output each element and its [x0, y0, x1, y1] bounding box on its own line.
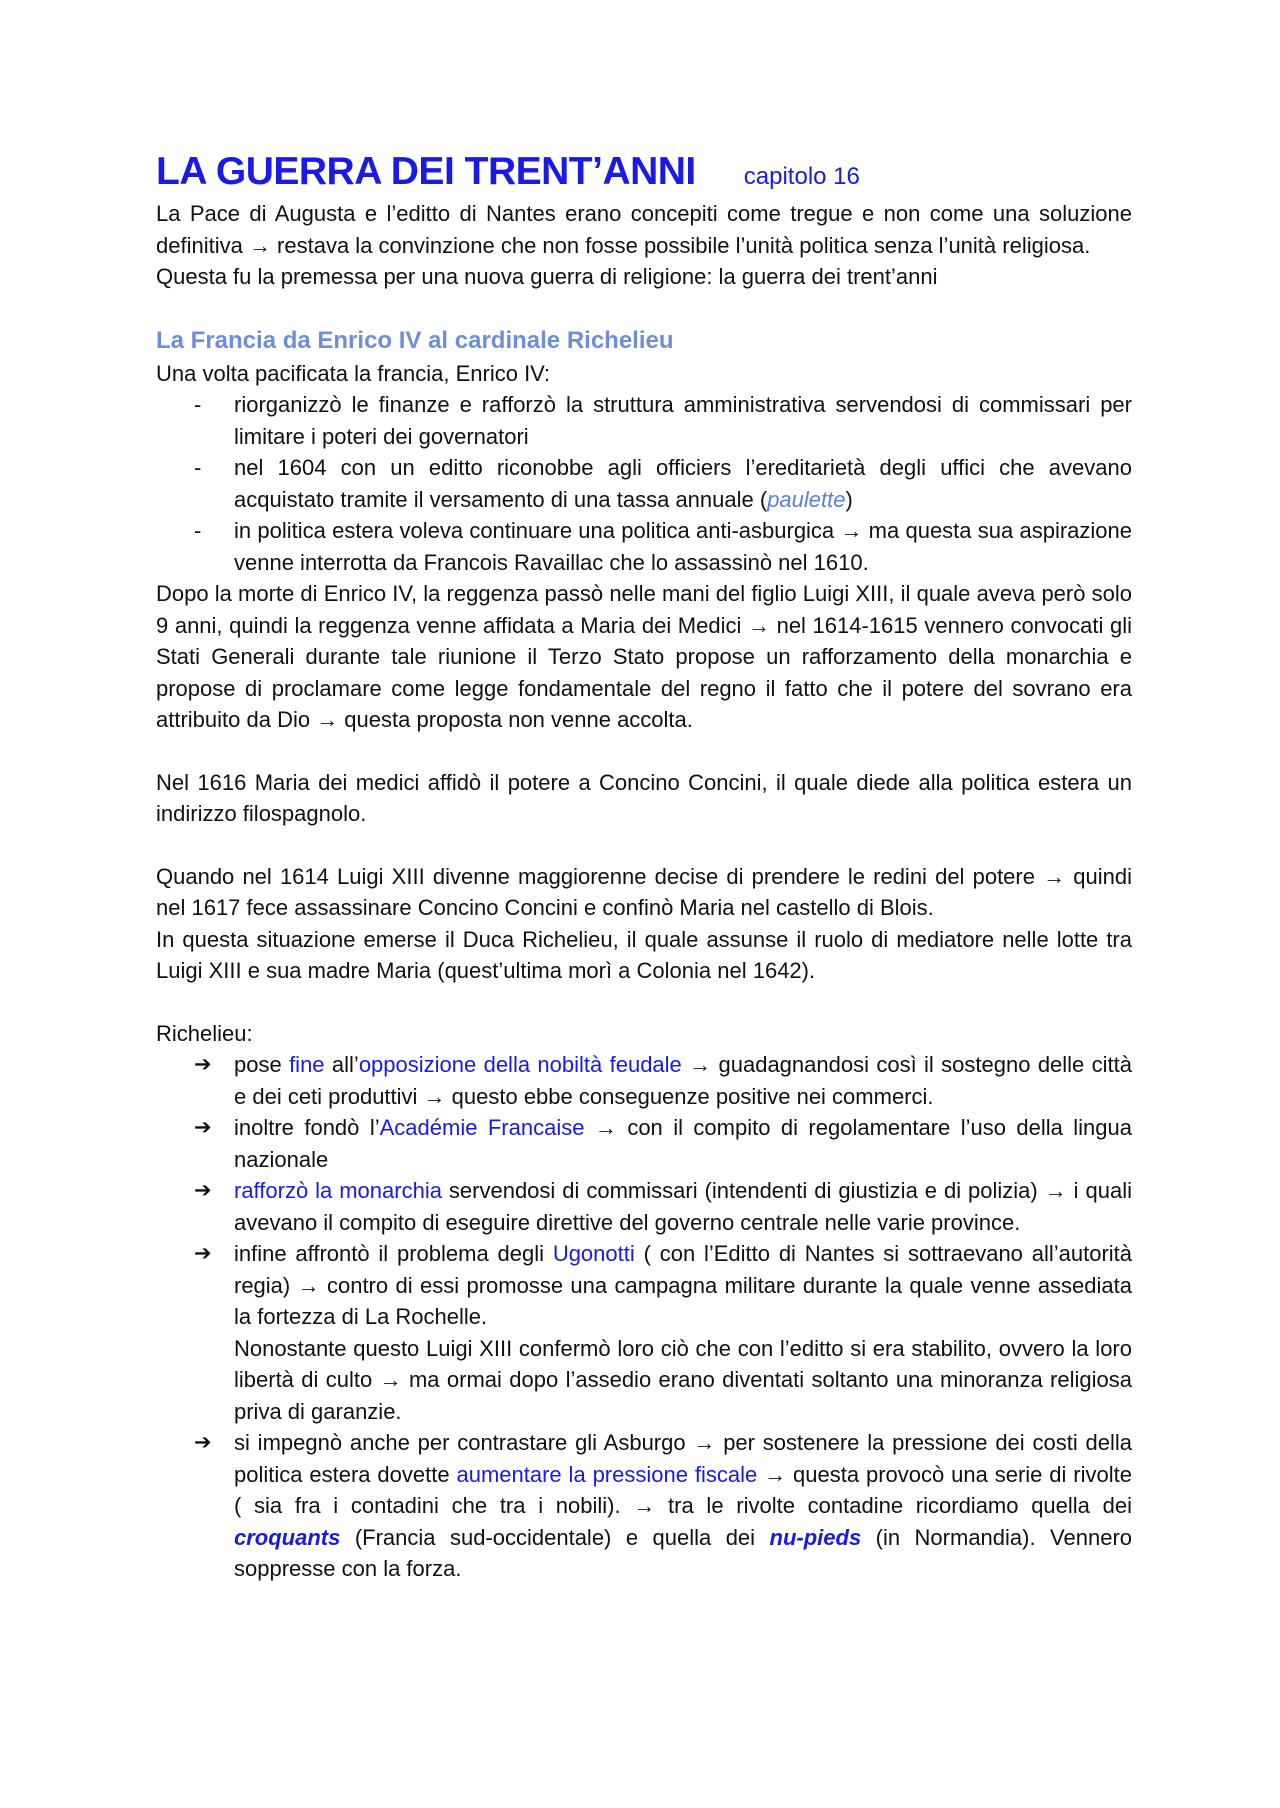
dash-marker: -: [194, 518, 202, 543]
list-item: [156, 1049, 1132, 1112]
intro-paragraph-2: Questa fu la premessa per una nuova guerra di religione: la guerra dei trent’anni: [156, 264, 938, 289]
arrow-bullet-icon: ➔: [194, 1116, 212, 1139]
arrow-bullet-icon: ➔: [194, 1431, 212, 1454]
paulette-term: paulette: [767, 486, 846, 512]
highlight-term: rafforzò la monarchia: [234, 1178, 442, 1203]
list-item-text: in politica estera voleva continuare una politica anti-asburgica → ma questa sua aspirazione venne interrotta da Francois Ravaillac che lo assassinò nel 1610.: [234, 518, 1132, 575]
list-item: [156, 515, 1132, 578]
list-item: [156, 1238, 1132, 1427]
richelieu-label: Richelieu:: [156, 1020, 253, 1046]
list-item: [156, 1427, 1132, 1585]
list-item-text: riorganizzò le finanze e rafforzò la struttura amministrativa servendosi di commissari per limitare i poteri dei governatori: [234, 392, 1132, 449]
text-run: pose: [234, 1052, 290, 1077]
arrow-bullet-icon: ➔: [194, 1179, 212, 1202]
list-item: [156, 389, 1132, 452]
arrow-bullet-icon: ➔: [194, 1242, 212, 1265]
title-row: [156, 150, 1132, 194]
section-heading: La Francia da Enrico IV al cardinale Richelieu: [156, 326, 674, 354]
nu-pieds-term: nu-pieds: [769, 1524, 862, 1550]
list-item-text: ): [845, 486, 853, 512]
list-item: [156, 1175, 1132, 1238]
text-run: → guadagnandosi così il sostegno delle città e dei ceti produttivi → questo ebbe conseguenze positive nei commerci.: [234, 1052, 1132, 1109]
list-item-continuation: Nonostante questo Luigi XIII confermò loro ciò che con l’editto si era stabilito, ovvero la loro libertà di culto → ma ormai dopo l’assedio erano diventati soltanto una minoranza religiosa priva di garanzie.: [234, 1335, 1132, 1424]
paragraph-1616: Nel 1616 Maria dei medici affidò il potere a Concino Concini, il quale diede alla politica estera un indirizzo filospagnolo.: [156, 769, 1132, 826]
paragraph-reggenza: Dopo la morte di Enrico IV, la reggenza passò nelle mani del figlio Luigi XIII, il quale aveva però solo 9 anni, quindi la reggenza venne affidata a Maria dei Medici → nel 1614-1615 vennero convocati gli Stati Generali durante tale riunione il Terzo Stato propose un rafforzamento della monarchia e propose di proclamare come legge fondamentale del regno il fatto che il potere del sovrano era attribuito da Dio → questa proposta non venne accolta.: [156, 581, 1132, 732]
list-item: [156, 1112, 1132, 1175]
paragraph-1614: Quando nel 1614 Luigi XIII divenne maggiorenne decise di prendere le redini del potere → quindi nel 1617 fece assassinare Concino Concini e confinò Maria nel castello di Blois.: [156, 863, 1132, 920]
dash-marker: -: [194, 455, 202, 480]
intro-paragraph-1: La Pace di Augusta e l’editto di Nantes erano concepiti come tregue e non come una soluzione definitiva → restava la convinzione che non fosse possibile l’unità politica senza l’unità religiosa.: [156, 201, 1132, 258]
text-run: infine affrontò il problema degli: [234, 1241, 553, 1266]
croquants-term: croquants: [234, 1524, 341, 1550]
highlight-term: Académie Francaise: [379, 1115, 585, 1140]
highlight-term: Ugonotti: [552, 1241, 635, 1266]
text-run: ( con l’Editto di Nantes si sottraevano all’autorità regia) → contro di essi promosse una campagna militare durante la quale venne assediata la fortezza di La Rochelle.: [234, 1241, 1132, 1329]
paragraph-richelieu-intro: In questa situazione emerse il Duca Richelieu, il quale assunse il ruolo di mediatore nelle lotte tra Luigi XIII e sua madre Maria (quest’ultima morì a Colonia nel 1642).: [156, 926, 1132, 983]
dash-marker: -: [194, 392, 202, 417]
section-lead: Una volta pacificata la francia, Enrico IV:: [156, 360, 551, 386]
highlight-term: aumentare la pressione fiscale: [456, 1461, 758, 1487]
chapter-label: capitolo 16: [743, 163, 860, 190]
text-run: → questa provocò una serie di rivolte ( sia fra i contadini che tra i nobili). → tra le rivolte contadine ricordiamo quella dei: [234, 1461, 1132, 1518]
text-run: (in Normandia). Vennero soppresse con la forza.: [234, 1524, 1133, 1581]
highlight-term: opposizione della nobiltà feudale: [358, 1052, 682, 1077]
richelieu-list: [156, 1049, 1132, 1585]
page-title: LA GUERRA DEI TRENT’ANNI: [156, 150, 696, 193]
highlight-term: fine: [289, 1052, 325, 1077]
enrico-list: [156, 389, 1132, 578]
document-page: [156, 150, 1132, 1585]
text-run: si impegnò anche per contrastare gli Asburgo → per sostenere la pressione dei costi della politica estera dovette: [234, 1430, 1132, 1487]
text-run: inoltre fondò l’: [234, 1115, 380, 1140]
list-item-text: nel 1604 con un editto riconobbe agli officiers l’ereditarietà degli uffici che avevano acquistato tramite il versamento di una tassa annuale (: [234, 455, 1132, 512]
text-run: servendosi di commissari (intendenti di giustizia e di polizia) → i quali avevano il compito di eseguire direttive del governo centrale nelle varie province.: [234, 1178, 1132, 1235]
text-run: (Francia sud-occidentale) e quella dei: [340, 1524, 770, 1550]
text-run: all’: [324, 1052, 359, 1077]
arrow-bullet-icon: ➔: [194, 1053, 212, 1076]
text-run: → con il compito di regolamentare l’uso della lingua nazionale: [234, 1115, 1132, 1172]
list-item: [156, 452, 1132, 515]
